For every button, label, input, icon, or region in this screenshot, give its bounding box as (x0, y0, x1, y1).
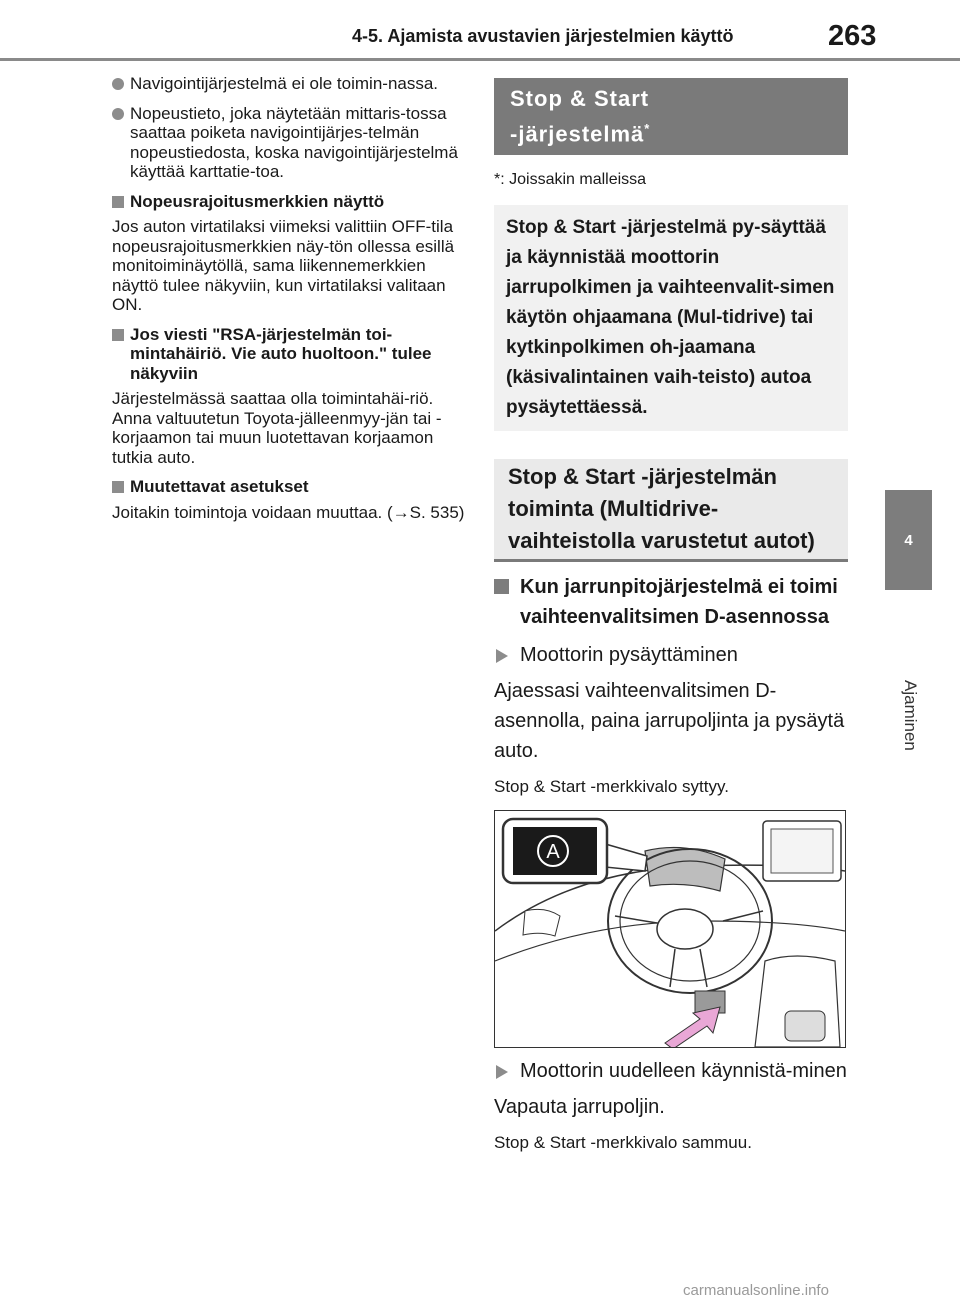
section-heading: Nopeusrajoitusmerkkien näyttö (112, 192, 472, 212)
stop-start-indicator-icon: A (546, 841, 560, 864)
step-text: Ajaessasi vaihteenvalitsimen D-asennolla, paina jarrupoljinta ja pysäytä auto. (494, 680, 845, 763)
square-bullet-icon (112, 196, 124, 208)
page-header (0, 0, 960, 62)
watermark: carmanualsonline.info (683, 1282, 829, 1299)
step-heading: Moottorin uudelleen käynnistä-minen (494, 1056, 848, 1086)
stop-start-title: Stop & Start -järjestelmä* (494, 78, 848, 155)
left-column (112, 74, 472, 532)
right-column (494, 78, 848, 1154)
subsection-heading: Kun jarrunpitojärjestelmä ei toimi vaihteenvalitsimen D-asennossa (494, 572, 848, 632)
triangle-bullet-icon (496, 649, 508, 663)
operation-title: Stop & Start -järjestelmän toiminta (Multidrive-vaihteistolla varustetut autot) (494, 459, 848, 562)
chapter-tab[interactable]: 4 (885, 490, 932, 590)
bullet-dot-icon (112, 108, 124, 120)
dashboard-illustration (494, 810, 846, 1048)
header-rule (0, 58, 960, 61)
triangle-bullet-icon (496, 1065, 508, 1079)
chapter-name: Ajaminen (901, 680, 920, 751)
list-item: Navigointijärjestelmä ei ole toimin-nassa. (112, 74, 472, 94)
section-title: 4-5. Ajamista avustavien järjestelmien käyttö (352, 26, 734, 46)
intro-box: Stop & Start -järjestelmä py-säyttää ja käynnistää moottorin jarrupolkimen ja vaihteenvalit-simen käytön ohjaamana (Mul-tidrive) tai kytkinpolkimen oh-jaamana (käsivalintainen vaih-teisto) autoa pysäytettäessä. (494, 205, 848, 431)
square-bullet-icon (112, 481, 124, 493)
square-bullet-icon (112, 329, 124, 341)
section-heading: Jos viesti "RSA-järjestelmän toi-mintahäiriö. Vie auto huoltoon." tulee näkyviin (112, 325, 472, 384)
section-text: Järjestelmässä saattaa olla toimintahäi-riö. Anna valtuutetun Toyota-jälleenmyy-jän tai -korjaamon tai muun luotettavan korjaamon tutkia auto. (112, 389, 442, 467)
step-note: Stop & Start -merkkivalo sammuu. (494, 1133, 752, 1153)
bullet-dot-icon (112, 78, 124, 90)
list-item: Nopeustieto, joka näytetään mittaris-tossa saattaa poiketa navigointijärjes-telmän nopeustiedosta, koska navigointijärjestelmä käyttää karttatie-toa. (112, 104, 472, 182)
section-text: Jos auton virtatilaksi viimeksi valittiin OFF-tila nopeusrajoitusmerkkien näy-tön ollessa esillä monitoiminäytöllä, sama liikennemerkkien näyttö tulee näkyviin, kun virtatilaksi valitaan ON. (112, 217, 455, 314)
section-heading: Muutettavat asetukset (112, 477, 472, 497)
step-heading: Moottorin pysäyttäminen (494, 640, 848, 670)
dashboard-drawing (495, 811, 845, 1047)
step-note: Stop & Start -merkkivalo syttyy. (494, 777, 729, 797)
square-bullet-icon (494, 579, 509, 594)
step-text: Vapauta jarrupoljin. (494, 1096, 665, 1119)
section-text: Joitakin toimintoja voidaan muuttaa. (→S. 535) (112, 502, 465, 522)
page-number: 263 (828, 20, 877, 52)
footnote: *: Joissakin malleissa (494, 171, 647, 189)
